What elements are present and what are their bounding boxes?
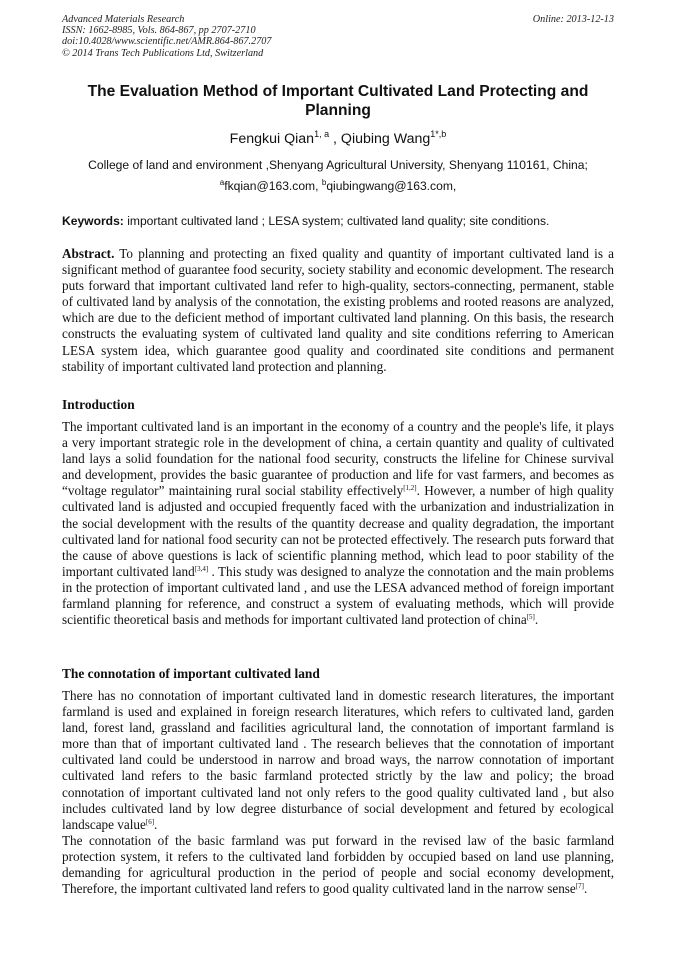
author-name: Qiubing Wang (340, 131, 431, 147)
body-text: The important cultivated land is an important in the economy of a country and the people's life, it plays a very important strategic role in the development of china, a certain quantity and quality of cultivated land lays a solid foundation for the national food security, constructs the lifeline for Chinese survival and development, provides the basic guarantee of production and life for vast farmers, and becomes as “voltage regulator” maintaining rural social stability effectively (62, 419, 614, 499)
email-mark: b (321, 178, 327, 187)
keywords (62, 214, 622, 229)
journal-header (62, 14, 614, 59)
author-affiliation-mark: 1*,b (430, 129, 447, 139)
affiliation: College of land and environment ,Shenyang Agricultural University, Shenyang 110161, China; (88, 158, 588, 172)
paper-title (62, 82, 614, 120)
title-line-1: The Evaluation Method of Important Cultivated Land Protecting and (87, 83, 589, 100)
body-text: The connotation of the basic farmland was put forward in the revised law of the basic farmland protection system, it refers to the cultivated land forbidden by occupied based on land use planning, demanding for agricultural production in the period of people and social economy development, Therefore, the important cultivated land refers to good quality cultivated land in the narrow sense (62, 832, 614, 897)
journal-name: Advanced Materials Research (62, 14, 185, 25)
abstract (62, 246, 614, 375)
abstract-text: To planning and protecting an fixed quality and quantity of important cultivated land is a significant method of guarantee food security, society stability and economic development. The research puts forward that important cultivated land refer to high-quality, sectors-connecting, permanent, stable of cultivated land by analysis of the connotation, the existing problems and rooted reasons are analyzed, which are due to the deficient method of important cultivated land planning. On this basis, the research constructs the evaluating system of cultivated land quality and site conditions referring to American LESA system idea, which guarantee good quality and coordinated site conditions and permanent stability of important cultivated land protection and planning. (62, 246, 614, 374)
journal-copyright: © 2014 Trans Tech Publications Ltd, Switzerland (62, 47, 264, 59)
journal-doi: doi:10.4028/www.scientific.net/AMR.864-867.2707 (62, 36, 272, 48)
keywords-text: important cultivated land ; LESA system; cultivated land quality; site conditions. (123, 214, 550, 228)
section-heading-connotation: The connotation of important cultivated land (62, 666, 320, 681)
abstract-label: Abstract. (62, 246, 115, 261)
email-address: fkqian@163.com, (224, 179, 322, 193)
citation: [5] (526, 613, 535, 622)
body-text: There has no connotation of important cultivated land in domestic research literatures, the important farmland is used and explained in foreign research literatures, which refers to cultivated land, garden land, forest land, grassland and facilities agricultural land, the connotation of important farmland is more than that of important cultivated land . The research believes that the connotation of important cultivated land could be understood in narrow and broad ways, the narrow connotation of important cultivated land refers to the basic farmland protected strictly by the law and policy; the broad connotation of important cultivated land not only refers to the good quality cultivated land , but also includes cultivated land by low degree disturbance of social development and fetured by ecological landscape value (62, 688, 614, 832)
section-heading-introduction: Introduction (62, 397, 135, 412)
connotation-body (62, 688, 614, 897)
connotation-paragraph-2 (62, 833, 614, 897)
body-text: . However, a number of high quality cultivated land is adjusted and occupied frequently faced with the urbanization and industrialization in the social development with the results of the quantity decrease and quality degradation, the important cultivated land for national food security can not be protected effectively. The research puts forward that the cause of above questions is lack of scientific planning method, which lead to poor stability of the important cultivated land (62, 483, 615, 579)
introduction-body (62, 419, 614, 628)
body-text: . (154, 816, 158, 832)
author-affiliation-mark: 1, a (314, 129, 330, 139)
connotation-paragraph-1 (62, 688, 614, 833)
keywords-label: Keywords: (62, 214, 124, 228)
online-date: Online: 2013-12-13 (532, 14, 614, 25)
citation: [7] (575, 882, 584, 891)
body-text: . This study was designed to analyze the connotation and the main problems in the protection of important cultivated land , and use the LESA advanced method of foreign important farmland planning for reference, and construct a system of evaluating methods, which will provide scientific theoretical basis and methods for important cultivated land protection of china (62, 563, 614, 628)
citation: [6] (145, 817, 155, 826)
author-list (62, 130, 614, 148)
email-mark: a (219, 178, 225, 187)
body-text: . (583, 881, 588, 897)
author-separator: , (329, 131, 341, 147)
author-name: Fengkui Qian (229, 131, 315, 147)
title-line-2: Planning (305, 102, 371, 119)
body-text: . (534, 612, 539, 628)
journal-issn: ISSN: 1662-8985, Vols. 864-867, pp 2707-2710 (62, 25, 256, 37)
introduction-paragraph (62, 419, 614, 628)
citation: [1,2] (403, 484, 417, 493)
abstract-paragraph (62, 246, 614, 375)
email-address: qiubingwang@163.com, (326, 179, 457, 193)
author-emails (62, 179, 614, 194)
citation: [3,4] (194, 564, 209, 573)
